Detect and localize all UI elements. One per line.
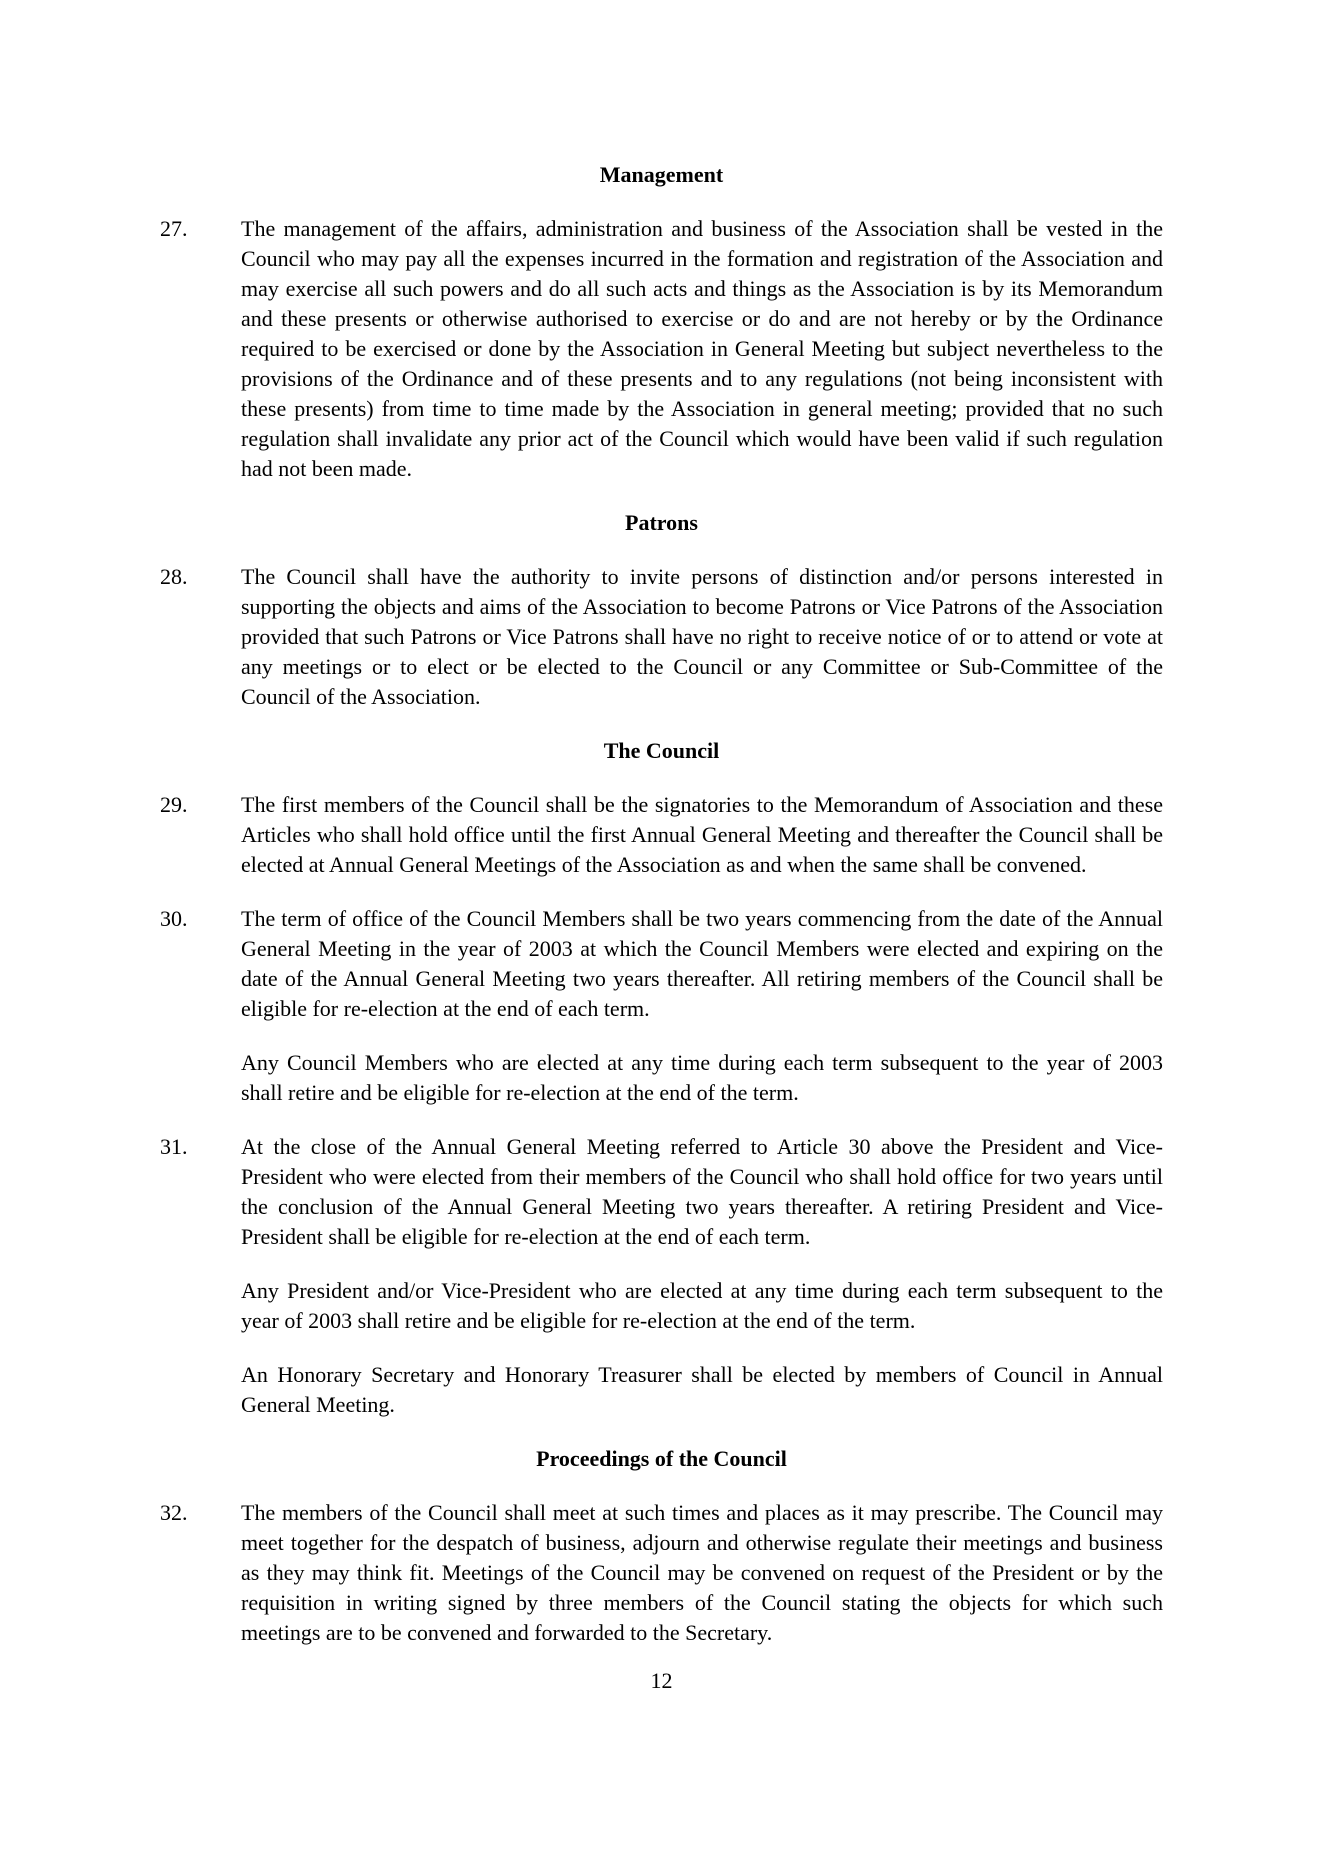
article-29-number: 29. — [160, 792, 188, 817]
heading-the-council: The Council — [603, 738, 720, 763]
article-31-number: 31. — [160, 1134, 188, 1159]
article-31-honorary-officers-text: An Honorary Secretary and Honorary Treasurer shall be elected by members of Council in Annual General Meeting. — [241, 1362, 1163, 1417]
article-30-number: 30. — [160, 906, 188, 931]
heading-management: Management — [599, 162, 724, 187]
article-27 — [160, 214, 1163, 484]
article-30-continuation-text: Any Council Members who are elected at any time during each term subsequent to the year of 2003 shall retire and be eligible for re-election at the end of the term. — [241, 1050, 1163, 1105]
article-31-continuation-text: Any President and/or Vice-President who are elected at any time during each term subsequent to the year of 2003 shall retire and be eligible for re-election at the end of the term. — [241, 1278, 1163, 1333]
article-31 — [160, 1132, 1163, 1252]
article-32-text: The members of the Council shall meet at such times and places as it may prescribe. The Council may meet together for the despatch of business, adjourn and otherwise regulate their meetings and business as they may think fit. Meetings of the Council may be convened on request of the President or by the requisition in writing signed by three members of the Council stating the objects for which such meetings are to be convened and forwarded to the Secretary. — [241, 1500, 1163, 1645]
article-27-text: The management of the affairs, administration and business of the Association shall be vested in the Council who may pay all the expenses incurred in the formation and registration of the Association and may exercise all such powers and do all such acts and things as the Association is by its Memorandum and these presents or otherwise authorised to exercise or do and are not hereby or by the Ordinance required to be exercised or done by the Association in General Meeting but subject nevertheless to the provisions of the Ordinance and of these presents and to any regulations (not being inconsistent with these presents) from time to time made by the Association in general meeting; provided that no such regulation shall invalidate any prior act of the Council which would have been valid if such regulation had not been made. — [241, 216, 1163, 481]
article-27-number: 27. — [160, 216, 188, 241]
article-30-text: The term of office of the Council Members shall be two years commencing from the date of the Annual General Meeting in the year of 2003 at which the Council Members were elected and expiring on the date of the Annual General Meeting two years thereafter. All retiring members of the Council shall be eligible for re-election at the end of each term. — [241, 906, 1163, 1021]
article-29-text: The first members of the Council shall be the signatories to the Memorandum of Association and these Articles who shall hold office until the first Annual General Meeting and thereafter the Council shall be elected at Annual General Meetings of the Association as and when the same shall be convened. — [241, 792, 1163, 877]
page-number: 12 — [650, 1668, 673, 1693]
article-28-text: The Council shall have the authority to invite persons of distinction and/or persons interested in supporting the objects and aims of the Association to become Patrons or Vice Patrons of the Association provided that such Patrons or Vice Patrons shall have no right to receive notice of or to attend or vote at any meetings or to elect or be elected to the Council or any Committee or Sub-Committee of the Council of the Association. — [241, 564, 1163, 709]
heading-patrons: Patrons — [625, 510, 698, 535]
article-28-number: 28. — [160, 564, 188, 589]
article-30 — [160, 904, 1163, 1024]
article-28 — [160, 562, 1163, 712]
article-32-number: 32. — [160, 1500, 188, 1525]
article-31-text: At the close of the Annual General Meeting referred to Article 30 above the President and Vice-President who were elected from their members of the Council who shall hold office for two years until the conclusion of the Annual General Meeting two years thereafter. A retiring President and Vice-President shall be eligible for re-election at the end of each term. — [241, 1134, 1163, 1249]
heading-proceedings-of-the-council: Proceedings of the Council — [536, 1446, 787, 1471]
article-29 — [160, 790, 1163, 880]
article-32 — [160, 1498, 1163, 1648]
